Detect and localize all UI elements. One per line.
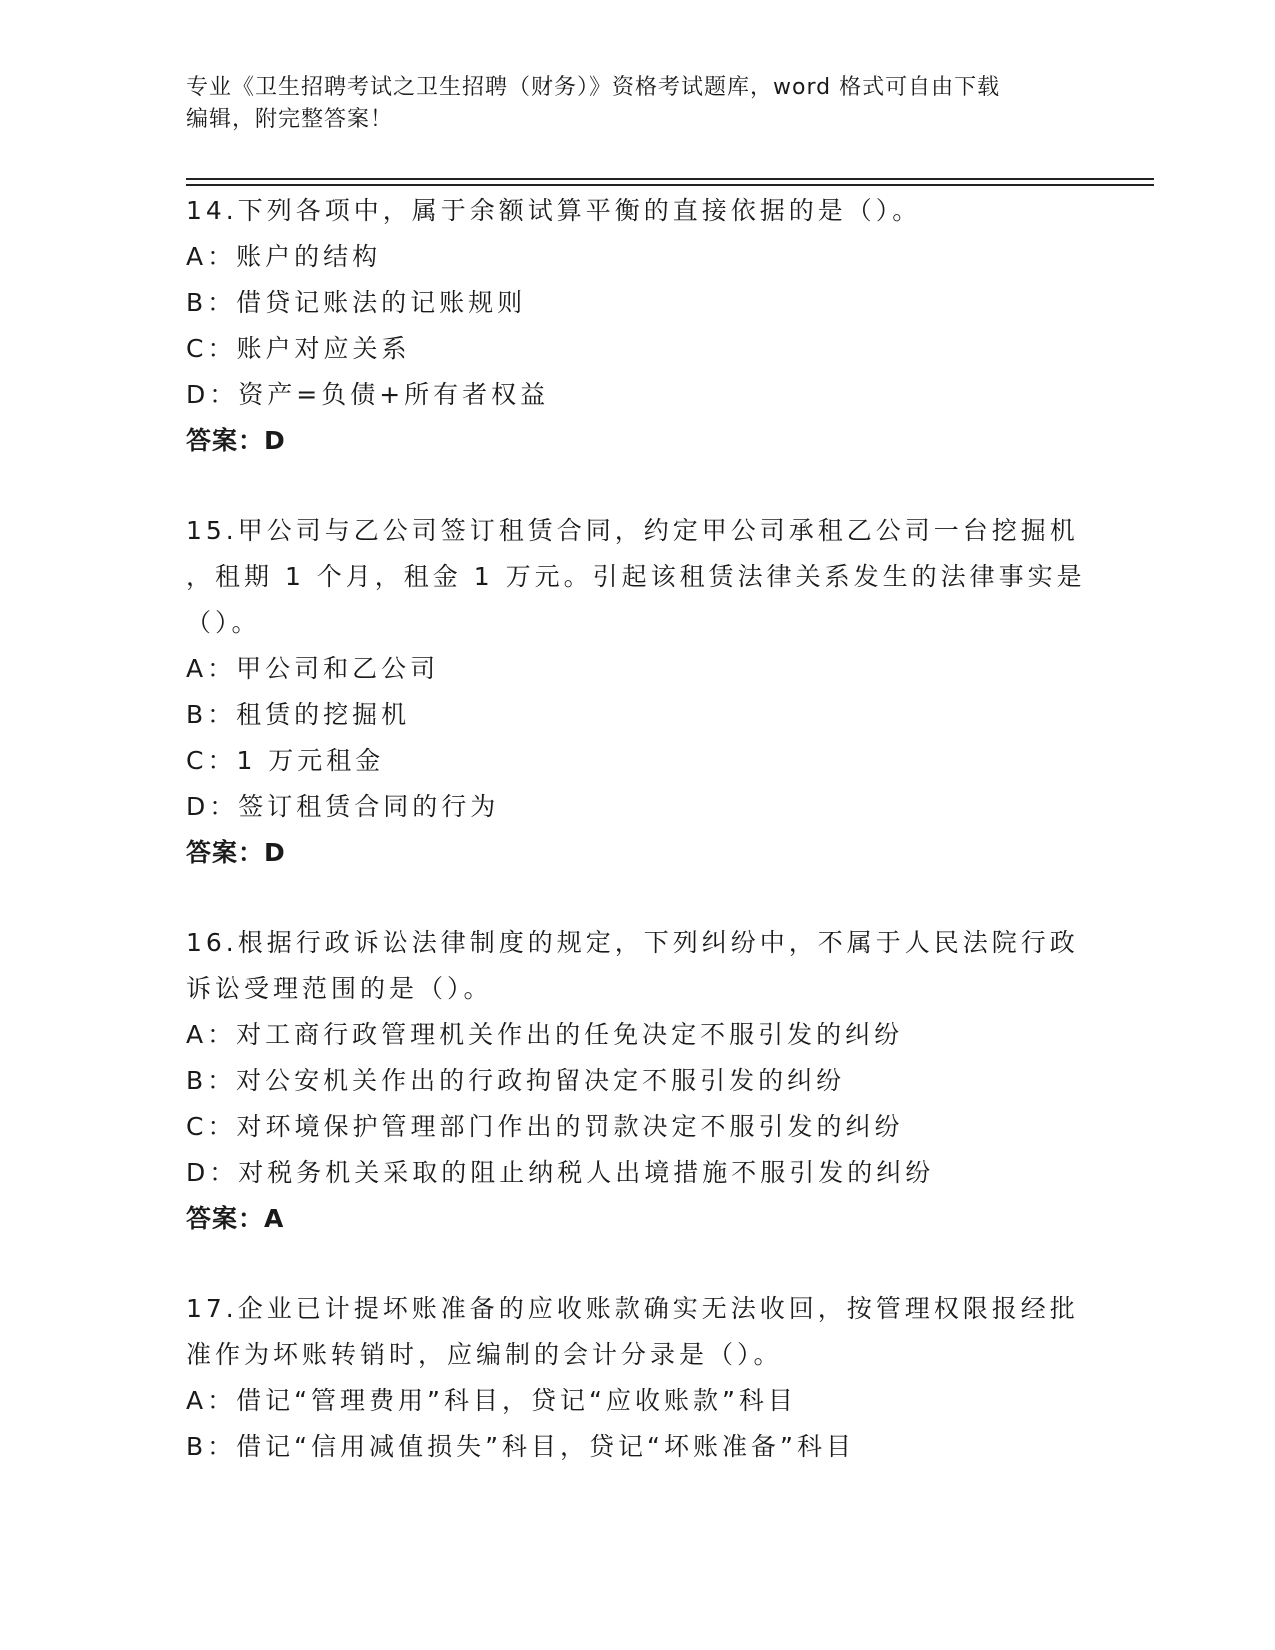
header-divider-top xyxy=(186,178,1154,180)
option-a: A：借记“管理费用”科目，贷记“应收账款”科目 xyxy=(186,1386,797,1415)
answer-line: 答案：D xyxy=(186,838,286,867)
spacer xyxy=(186,464,1086,508)
answer-line: 答案：D xyxy=(186,426,286,455)
question-stem: 15.甲公司与乙公司签订租赁合同，约定甲公司承租乙公司一台挖掘机 xyxy=(186,516,1079,545)
option-b: B：对公安机关作出的行政拘留决定不服引发的纠纷 xyxy=(186,1066,846,1095)
option-a: A：甲公司和乙公司 xyxy=(186,654,440,683)
option-d: D：签订租赁合同的行为 xyxy=(186,792,500,821)
question-stem: 准作为坏账转销时，应编制的会计分录是（）。 xyxy=(186,1340,783,1369)
option-d: D：资产=负债+所有者权益 xyxy=(186,380,550,409)
spacer xyxy=(186,1242,1086,1286)
header-line-1: 专业《卫生招聘考试之卫生招聘（财务）》资格考试题库，word 格式可自由下载 xyxy=(186,75,1001,100)
question-16 xyxy=(186,920,1086,1242)
question-stem: 17.企业已计提坏账准备的应收账款确实无法收回，按管理权限报经批 xyxy=(186,1294,1079,1323)
question-stem: ，租期 1 个月，租金 1 万元。引起该租赁法律关系发生的法律事实是 xyxy=(186,562,1086,591)
option-d: D：对税务机关采取的阻止纳税人出境措施不服引发的纠纷 xyxy=(186,1158,935,1187)
option-b: B：借贷记账法的记账规则 xyxy=(186,288,527,317)
question-list xyxy=(186,188,1086,1470)
document-header xyxy=(186,72,1086,136)
question-15 xyxy=(186,508,1086,876)
option-b: B：租赁的挖掘机 xyxy=(186,700,411,729)
option-c: C：账户对应关系 xyxy=(186,334,411,363)
option-c: C：1 万元租金 xyxy=(186,746,385,775)
question-14 xyxy=(186,188,1086,464)
option-a: A：账户的结构 xyxy=(186,242,382,271)
question-stem: 16.根据行政诉讼法律制度的规定，下列纠纷中，不属于人民法院行政 xyxy=(186,928,1079,957)
question-stem: 14.下列各项中，属于余额试算平衡的直接依据的是（）。 xyxy=(186,196,922,225)
option-c: C：对环境保护管理部门作出的罚款决定不服引发的纠纷 xyxy=(186,1112,904,1141)
question-stem: （）。 xyxy=(186,608,261,637)
header-divider-bottom xyxy=(186,184,1154,186)
question-stem: 诉讼受理范围的是（）。 xyxy=(186,974,493,1003)
question-17 xyxy=(186,1286,1086,1470)
answer-line: 答案：A xyxy=(186,1204,285,1233)
spacer xyxy=(186,876,1086,920)
option-a: A：对工商行政管理机关作出的任免决定不服引发的纠纷 xyxy=(186,1020,904,1049)
header-line-2: 编辑，附完整答案！ xyxy=(186,107,394,132)
option-b: B：借记“信用减值损失”科目，贷记“坏账准备”科目 xyxy=(186,1432,855,1461)
